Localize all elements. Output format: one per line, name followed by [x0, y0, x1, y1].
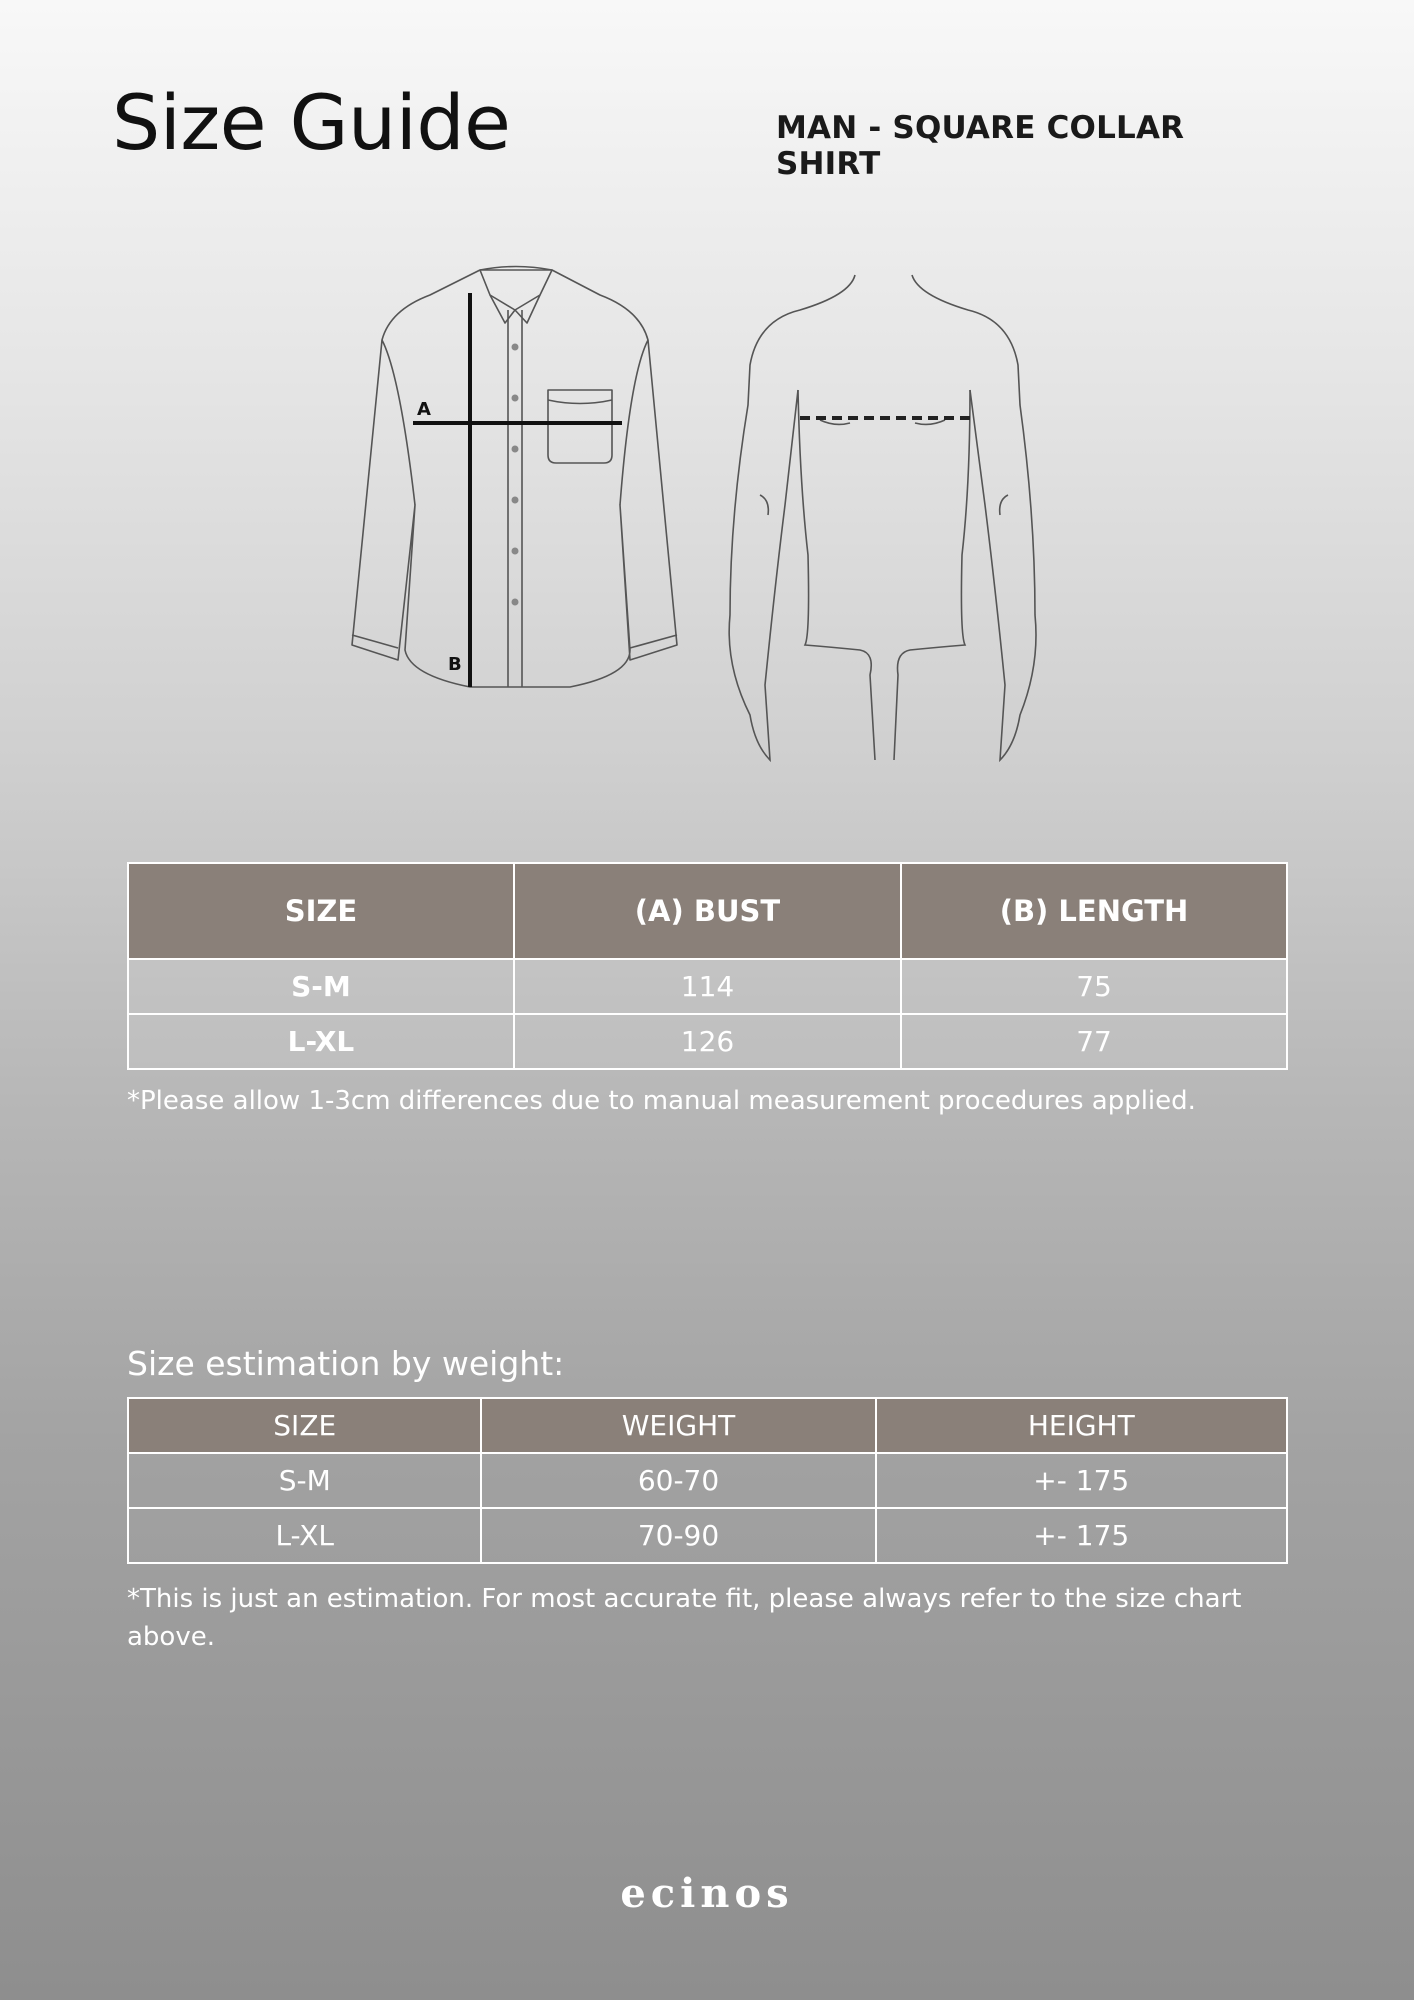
weight-header: WEIGHT — [481, 1398, 875, 1453]
size-chart-header-row — [128, 863, 1287, 959]
length-cell: 75 — [901, 959, 1287, 1014]
label-b: B — [448, 654, 462, 675]
page-title: Size Guide — [112, 78, 511, 167]
estimation-note: *This is just an estimation. For most accurate fit, please always refer to the size chart above. — [127, 1584, 1242, 1652]
shirt-buttons — [512, 344, 519, 606]
table-row — [128, 1014, 1287, 1069]
torso-drawing — [729, 275, 1036, 760]
weight-cell: 60-70 — [481, 1453, 875, 1508]
table-row — [128, 1453, 1287, 1508]
bust-header: (A) BUST — [514, 863, 901, 959]
measurement-note: *Please allow 1-3cm differences due to manual measurement procedures applied. — [127, 1086, 1196, 1116]
bust-cell: 114 — [514, 959, 901, 1014]
shirt-drawing — [352, 267, 677, 688]
height-cell: +- 175 — [876, 1453, 1287, 1508]
size-header: SIZE — [128, 863, 514, 959]
length-cell: 77 — [901, 1014, 1287, 1069]
height-cell: +- 175 — [876, 1508, 1287, 1563]
size-header: SIZE — [128, 1398, 481, 1453]
weight-chart-header-row — [128, 1398, 1287, 1453]
label-a: A — [417, 399, 431, 420]
size-cell: S-M — [128, 1453, 481, 1508]
size-cell: S-M — [128, 959, 514, 1014]
weight-section-heading: Size estimation by weight: — [127, 1344, 565, 1383]
table-row — [128, 1508, 1287, 1563]
size-cell: L-XL — [128, 1508, 481, 1563]
size-chart-table — [127, 862, 1288, 1070]
table-row — [128, 959, 1287, 1014]
size-cell: L-XL — [128, 1014, 514, 1069]
product-subtitle: MAN - SQUARE COLLAR SHIRT — [776, 110, 1185, 182]
height-header: HEIGHT — [876, 1398, 1287, 1453]
measurement-illustration — [330, 255, 1050, 775]
bust-cell: 126 — [514, 1014, 901, 1069]
weight-cell: 70-90 — [481, 1508, 875, 1563]
length-header: (B) LENGTH — [901, 863, 1287, 959]
brand-logo: ecinos — [620, 1870, 794, 1917]
weight-chart-table — [127, 1397, 1288, 1564]
